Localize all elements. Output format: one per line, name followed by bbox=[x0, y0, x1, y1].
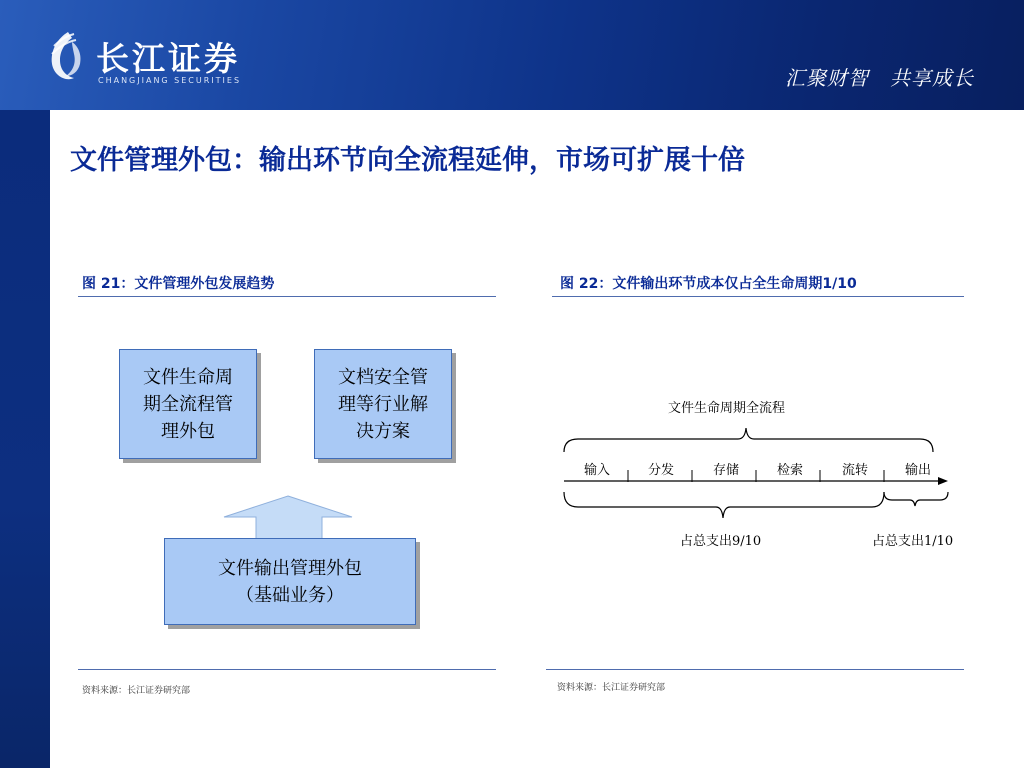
step-store: 存储 bbox=[712, 463, 740, 478]
step-output: 输出 bbox=[904, 463, 932, 478]
box-lifecycle-line-3: 理外包 bbox=[161, 420, 215, 442]
step-circulate: 流转 bbox=[841, 463, 869, 478]
box-lifecycle-line-1: 文件生命周 bbox=[143, 366, 233, 388]
box-lifecycle-outsourcing bbox=[119, 349, 257, 459]
changjiang-logo-icon bbox=[44, 28, 92, 86]
step-input: 输入 bbox=[583, 463, 611, 478]
box-security-line-2: 理等行业解 bbox=[338, 393, 428, 415]
box-output-line-2: （基础业务） bbox=[236, 584, 344, 606]
step-distribute: 分发 bbox=[647, 463, 675, 478]
figure21-title-rule bbox=[78, 296, 496, 297]
step-retrieve: 检索 bbox=[776, 463, 804, 478]
box-output-line-1: 文件输出管理外包 bbox=[218, 557, 362, 579]
box-security-line-1: 文档安全管 bbox=[338, 366, 428, 388]
header-bar bbox=[0, 0, 1024, 110]
figure21-source-rule bbox=[78, 669, 496, 670]
brand-name: 长江证券 bbox=[96, 39, 240, 78]
figure22-source-rule bbox=[546, 669, 964, 670]
slogan: 汇聚财智 共享成长 bbox=[785, 66, 974, 90]
figure21-title: 图 21：文件管理外包发展趋势 bbox=[82, 276, 275, 292]
share-9-10-label: 占总支出9/10 bbox=[680, 534, 762, 549]
box-security-solution bbox=[314, 349, 452, 459]
figure22-title: 图 22：文件输出环节成本仅占全生命周期1/10 bbox=[560, 276, 857, 292]
box-security-line-3: 决方案 bbox=[356, 420, 410, 442]
lifecycle-label: 文件生命周期全流程 bbox=[668, 401, 786, 416]
left-strip bbox=[0, 110, 50, 768]
share-1-10-label: 占总支出1/10 bbox=[872, 534, 954, 549]
brand-subtitle: CHANGJIANG SECURITIES bbox=[98, 76, 242, 85]
box-lifecycle-line-2: 期全流程管 bbox=[143, 393, 233, 415]
figure22-source: 资料来源：长江证券研究部 bbox=[557, 683, 666, 693]
box-output-outsourcing bbox=[164, 538, 416, 625]
figure22-title-rule bbox=[552, 296, 964, 297]
figure21-source: 资料来源：长江证券研究部 bbox=[82, 686, 191, 696]
page-title: 文件管理外包：输出环节向全流程延伸，市场可扩展十倍 bbox=[70, 145, 745, 176]
